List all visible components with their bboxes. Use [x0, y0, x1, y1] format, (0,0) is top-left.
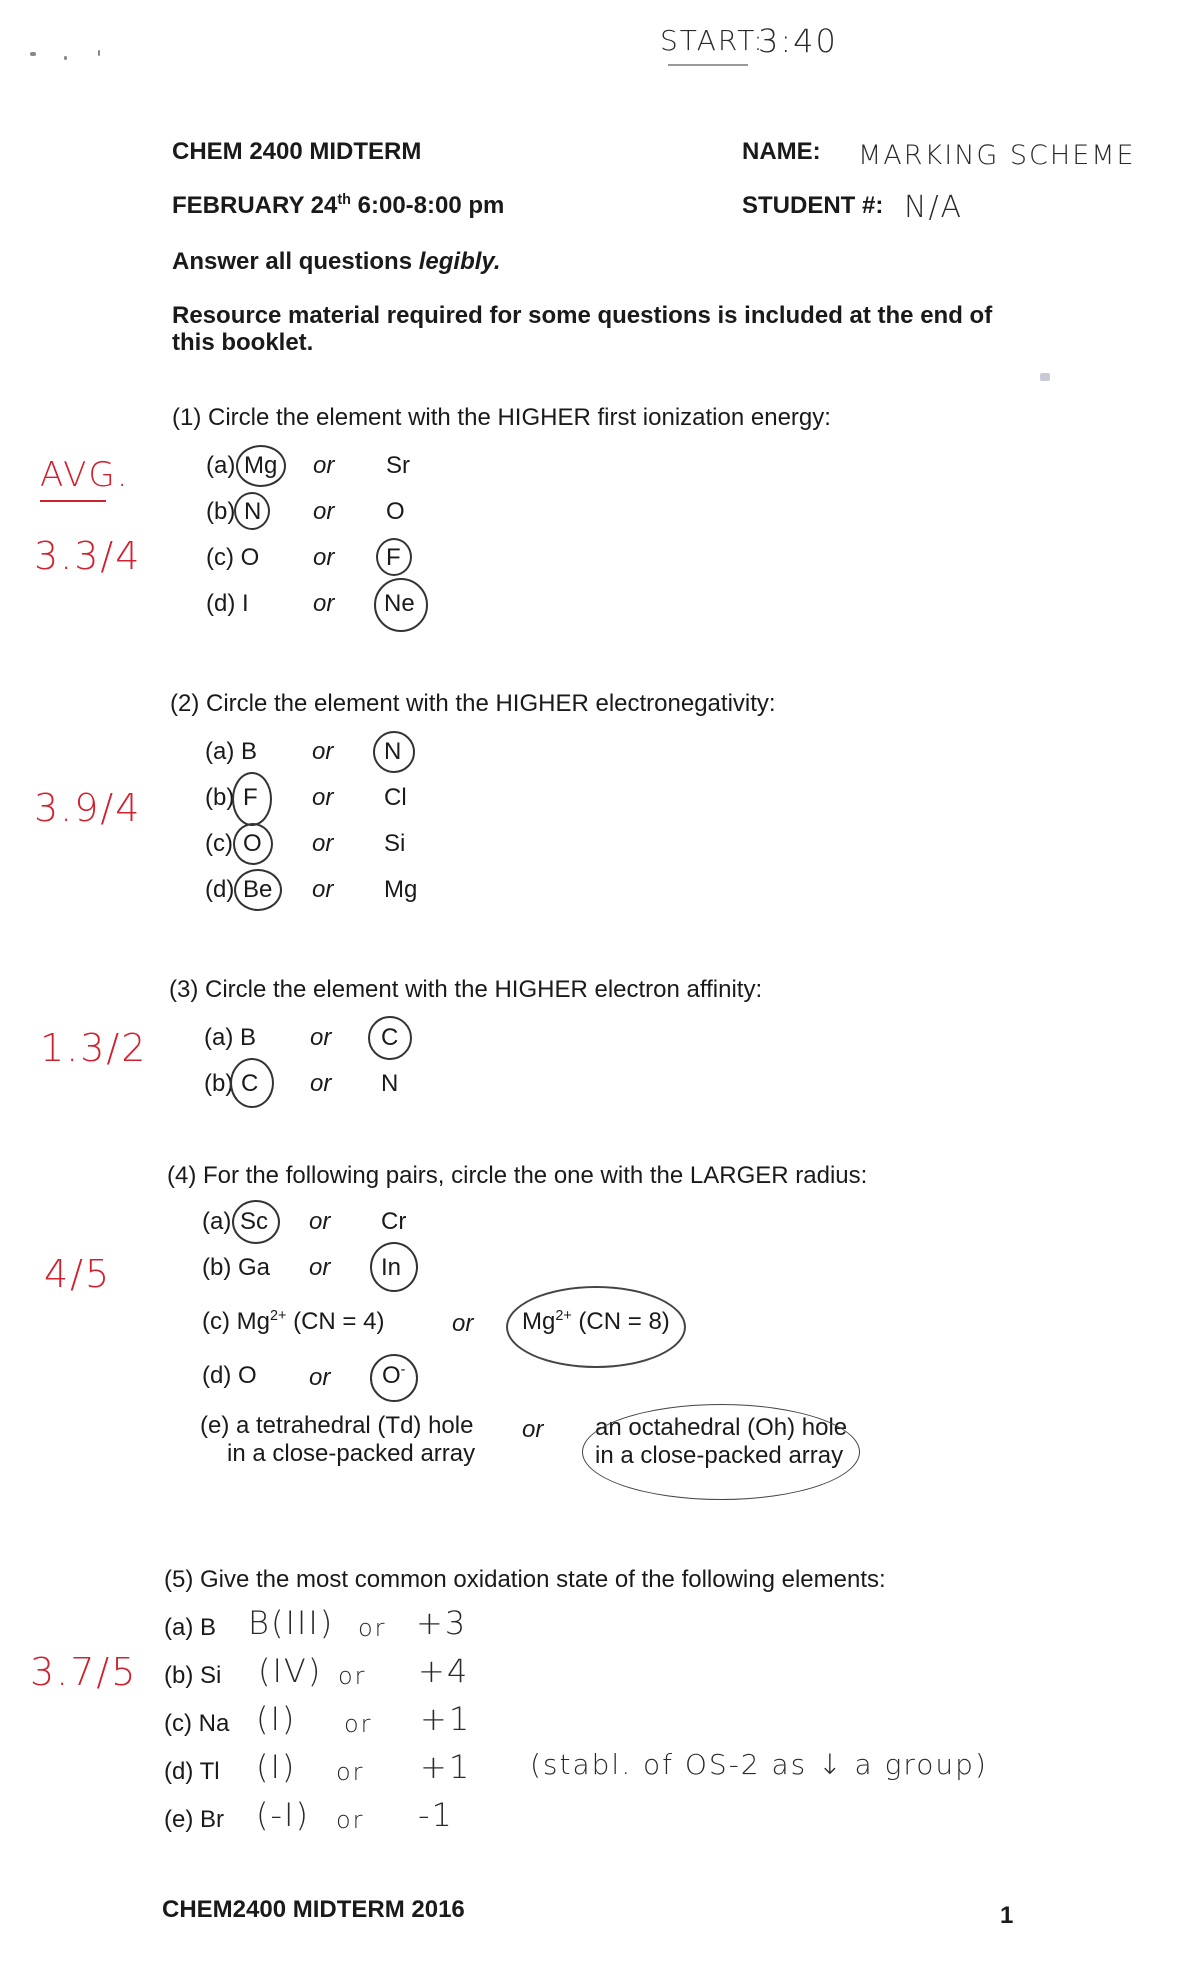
- scan-speck: [98, 50, 100, 56]
- q4d-right: O-: [382, 1362, 406, 1389]
- q2b-label: (b): [205, 784, 235, 811]
- q4e-or: or: [522, 1416, 544, 1443]
- exam-date: FEBRUARY 24th 6:00-8:00 pm: [172, 192, 505, 219]
- q5e-label: (e) Br: [164, 1806, 224, 1833]
- grade-q5: 3.7/5: [30, 1650, 138, 1694]
- q3b-answer-circle: [230, 1058, 274, 1108]
- q3a-or: or: [310, 1024, 332, 1051]
- q5a-roman: B(III): [248, 1604, 335, 1642]
- start-underline: [668, 64, 748, 66]
- q5d-label: (d) Tl: [164, 1758, 220, 1785]
- q1c-answer-circle: [376, 538, 412, 576]
- q1b-answer-circle: [234, 492, 270, 530]
- q2b-or: or: [312, 784, 334, 811]
- q5c-or-handwritten: or: [344, 1710, 373, 1738]
- q5c-value: +1: [420, 1700, 472, 1738]
- average-label: AVG.: [40, 455, 130, 495]
- q4c-right: $Mg^{2+}$ (CN = 8): [522, 1308, 670, 1335]
- q2c-answer-circle: [233, 823, 273, 865]
- q4b-right: In: [381, 1254, 402, 1281]
- start-time: 3:40: [758, 22, 838, 60]
- q3-prompt: (3) Circle the element with the HIGHER electron affinity:: [169, 976, 763, 1003]
- q4-prompt: (4) For the following pairs, circle the one with the LARGER radius:: [167, 1162, 868, 1189]
- q5a-value: +3: [416, 1604, 468, 1642]
- q4b-label: (b) Ga: [202, 1254, 271, 1281]
- q5d-or-handwritten: or: [336, 1758, 365, 1786]
- q3a-answer-circle: [368, 1016, 412, 1060]
- q1c-right: F: [386, 544, 401, 571]
- q5b-or-handwritten: or: [338, 1662, 367, 1690]
- q3b-right: N: [381, 1070, 399, 1097]
- q1b-left: N: [244, 498, 262, 525]
- q1d-right: Ne: [384, 590, 415, 617]
- q4e-right-line1: an octahedral (Oh) hole: [595, 1414, 848, 1441]
- q5c-roman: (I): [256, 1700, 297, 1738]
- q5b-roman: (IV): [258, 1652, 323, 1690]
- q2c-label: (c): [205, 830, 233, 857]
- q5e-or-handwritten: or: [336, 1806, 365, 1834]
- q1d-label: (d) I: [206, 590, 249, 617]
- q4b-answer-circle: [370, 1242, 418, 1292]
- scan-speck: [1040, 373, 1050, 381]
- q2c-right: Si: [384, 830, 406, 857]
- q2d-answer-circle: [234, 869, 282, 911]
- q3a-label: (a) B: [204, 1024, 257, 1051]
- grade-q4: 4/5: [44, 1252, 112, 1296]
- instruction-legibly: Answer all questions legibly.: [172, 248, 501, 275]
- q4c-or: or: [452, 1310, 474, 1337]
- q2a-or: or: [312, 738, 334, 765]
- student-number-value: N/A: [904, 190, 964, 225]
- scan-speck: [30, 52, 36, 56]
- q5e-value: -1: [418, 1796, 454, 1834]
- q5e-roman: (-I): [256, 1796, 310, 1834]
- q3a-right: C: [381, 1024, 399, 1051]
- q4d-or: or: [309, 1364, 331, 1391]
- q4e-right-line2: in a close-packed array: [595, 1442, 844, 1469]
- name-label: NAME:: [742, 138, 821, 165]
- q1b-label: (b): [206, 498, 236, 525]
- page-number: 1: [1000, 1902, 1014, 1929]
- q2b-answer-circle: [232, 772, 272, 826]
- q4e-left-line1: (e) a tetrahedral (Td) hole: [200, 1412, 474, 1439]
- grade-q1: 3.3/4: [34, 534, 142, 578]
- student-number-label: STUDENT #:: [742, 192, 884, 219]
- q1b-or: or: [313, 498, 335, 525]
- q4e-answer-oval: [582, 1404, 860, 1500]
- q2d-or: or: [312, 876, 334, 903]
- q3b-or: or: [310, 1070, 332, 1097]
- q4c-answer-oval: [506, 1286, 686, 1368]
- q4a-label: (a): [202, 1208, 232, 1235]
- scan-speck: [64, 56, 67, 60]
- q1a-left: Mg: [244, 452, 278, 479]
- q2c-or: or: [312, 830, 334, 857]
- q4d-answer-circle: [370, 1354, 418, 1402]
- q2b-right: Cl: [384, 784, 407, 811]
- q5-prompt: (5) Give the most common oxidation state of the following elements:: [164, 1566, 886, 1593]
- q2b-left: F: [243, 784, 258, 811]
- q1d-answer-circle: [374, 578, 428, 632]
- q4c-left: (c) $Mg^{2+}$ (CN = 4): [202, 1308, 385, 1335]
- grade-q3: 1.3/2: [40, 1026, 148, 1070]
- q2a-answer-circle: [373, 731, 415, 773]
- q1c-or: or: [313, 544, 335, 571]
- q1a-answer-circle: [236, 445, 286, 487]
- q5d-roman: (I): [256, 1748, 297, 1786]
- q5b-label: (b) Si: [164, 1662, 222, 1689]
- instruction-resource-line1: Resource material required for some questions is included at the end of: [172, 302, 993, 329]
- grade-q2: 3.9/4: [34, 786, 142, 830]
- q5d-value: +1: [420, 1748, 472, 1786]
- q1-prompt: (1) Circle the element with the HIGHER first ionization energy:: [172, 404, 831, 431]
- q3b-left: C: [241, 1070, 259, 1097]
- q2d-left: Be: [243, 876, 273, 903]
- q2a-right: N: [384, 738, 402, 765]
- q4a-left: Sc: [240, 1208, 269, 1235]
- q5c-label: (c) Na: [164, 1710, 230, 1737]
- q5a-label: (a) B: [164, 1614, 217, 1641]
- q5-note: (stabl. of OS-2 as ↓ a group): [530, 1748, 988, 1781]
- q4e-left-line2: in a close-packed array: [227, 1440, 476, 1467]
- q1d-or: or: [313, 590, 335, 617]
- average-underline: [40, 500, 106, 502]
- q1a-right: Sr: [386, 452, 410, 479]
- q4d-label: (d) O: [202, 1362, 257, 1389]
- footer-title: CHEM2400 MIDTERM 2016: [162, 1896, 465, 1923]
- q2c-left: O: [243, 830, 262, 857]
- q1b-right: O: [386, 498, 405, 525]
- q4a-or: or: [309, 1208, 331, 1235]
- q4a-right: Cr: [381, 1208, 407, 1235]
- q2d-right: Mg: [384, 876, 418, 903]
- start-label: START:: [660, 24, 765, 57]
- course-title: CHEM 2400 MIDTERM: [172, 138, 422, 165]
- q2-prompt: (2) Circle the element with the HIGHER electronegativity:: [170, 690, 776, 717]
- q2d-label: (d): [205, 876, 235, 903]
- q1c-label: (c) O: [206, 544, 260, 571]
- q2a-label: (a) B: [205, 738, 258, 765]
- q5a-or-handwritten: or: [358, 1614, 387, 1642]
- q4a-answer-circle: [232, 1200, 280, 1244]
- q1a-or: or: [313, 452, 335, 479]
- name-value: MARKING SCHEME: [858, 140, 1136, 171]
- q1a-label: (a): [206, 452, 236, 479]
- q5b-value: +4: [418, 1652, 470, 1690]
- instruction-resource-line2: this booklet.: [172, 329, 314, 356]
- q3b-label: (b): [204, 1070, 234, 1097]
- q4b-or: or: [309, 1254, 331, 1281]
